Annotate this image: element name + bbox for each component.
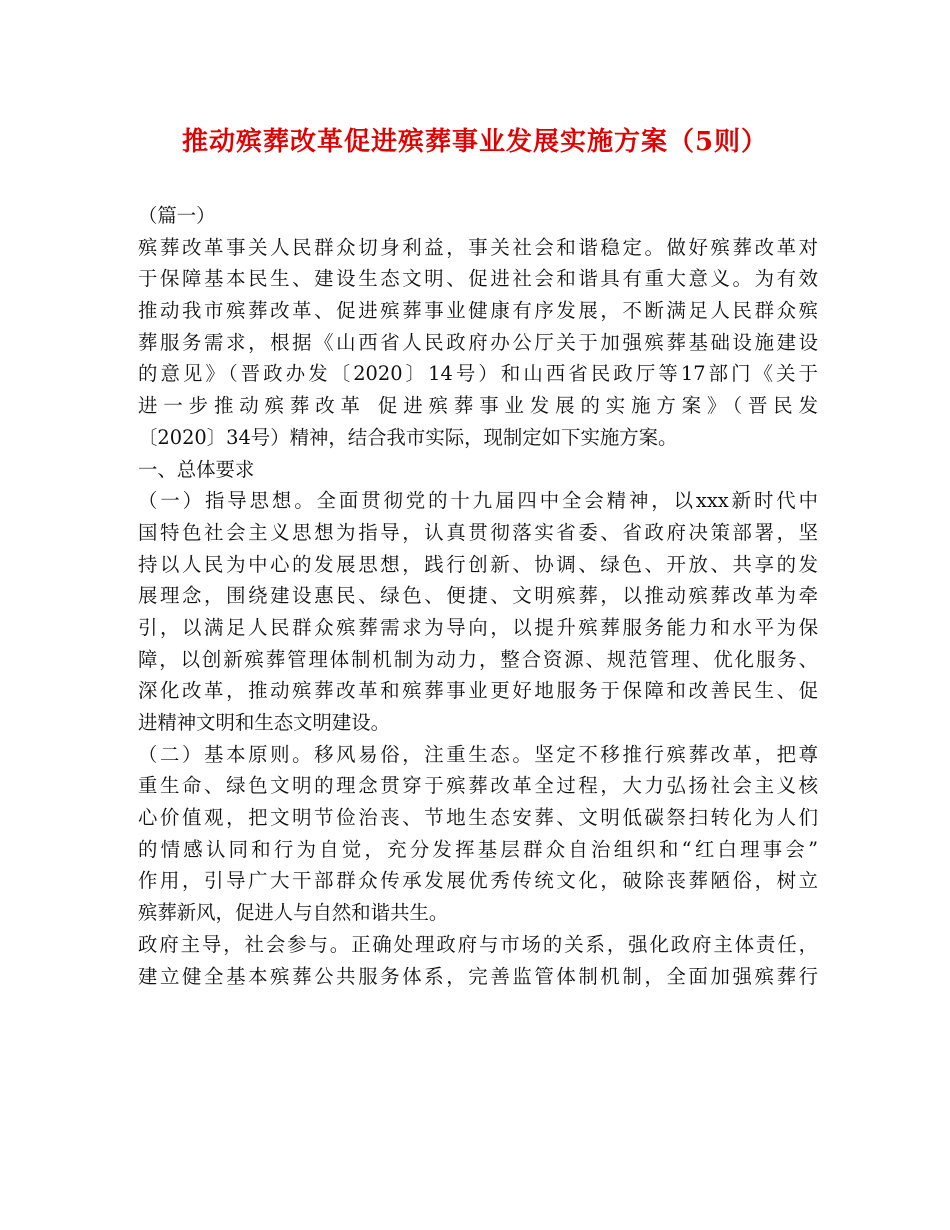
- paragraph-line: 重生命、绿色文明的理念贯穿于殡葬改革全过程，大力弘扬社会主义核: [138, 774, 818, 798]
- paragraph-line: 殡葬改革事关人民群众切身利益，事关社会和谐稳定。做好殡葬改革对: [138, 235, 818, 259]
- paragraph-line: 进精神文明和生态文明建设。: [138, 711, 391, 734]
- paragraph-line: 进一步推动殡葬改革 促进殡葬事业发展的实施方案》（晋民发: [138, 394, 818, 418]
- document-body: [138, 200, 818, 992]
- paragraph-line: 深化改革，推动殡葬改革和殡葬事业更好地服务于保障和改善民生、促: [138, 679, 818, 703]
- paragraph-line: （一）指导思想。全面贯彻党的十九届四中全会精神，以xxx新时代中: [138, 489, 818, 513]
- paragraph-line: 政府主导，社会参与。正确处理政府与市场的关系，强化政府主体责任，: [138, 932, 818, 956]
- paragraph-line: 障，以创新殡葬管理体制机制为动力，整合资源、规范管理、优化服务、: [138, 647, 818, 671]
- paragraph-line: 〔2020〕34号）精神，结合我市实际，现制定如下实施方案。: [138, 425, 678, 449]
- document-title: 推动殡葬改革促进殡葬事业发展实施方案（5则）: [181, 127, 769, 157]
- section-heading: 一、总体要求: [138, 457, 255, 481]
- paragraph-line: 作用，引导广大干部群众传承发展优秀传统文化，破除丧葬陋俗，树立: [138, 869, 818, 893]
- paragraph-line: 建立健全基本殡葬公共服务体系，完善监管体制机制，全面加强殡葬行: [138, 964, 818, 988]
- paragraph-line: 的情感认同和行为自觉，充分发挥基层群众自治组织和“红白理事会”: [138, 837, 818, 861]
- paragraph-line: 推动我市殡葬改革、促进殡葬事业健康有序发展，不断满足人民群众殡: [138, 299, 818, 323]
- paragraph-line: 殡葬新风，促进人与自然和谐共生。: [138, 901, 449, 925]
- paragraph-line: 引，以满足人民群众殡葬需求为导向，以提升殡葬服务能力和水平为保: [138, 615, 818, 639]
- paragraph-line: 展理念，围绕建设惠民、绿色、便捷、文明殡葬，以推动殡葬改革为牵: [138, 584, 818, 608]
- section-label: （篇一）: [138, 204, 216, 227]
- paragraph-line: 葬服务需求，根据《山西省人民政府办公厅关于加强殡葬基础设施建设: [138, 330, 818, 354]
- paragraph-line: （二）基本原则。移风易俗，注重生态。坚定不移推行殡葬改革，把尊: [138, 742, 818, 766]
- paragraph-line: 持以人民为中心的发展思想，践行创新、协调、绿色、开放、共享的发: [138, 552, 818, 576]
- paragraph-line: 于保障基本民生、建设生态文明、促进社会和谐具有重大意义。为有效: [138, 267, 818, 291]
- paragraph-line: 国特色社会主义思想为指导，认真贯彻落实省委、省政府决策部署，坚: [138, 520, 818, 544]
- paragraph-line: 心价值观，把文明节俭治丧、节地生态安葬、文明低碳祭扫转化为人们: [138, 806, 818, 830]
- paragraph-line: 的意见》（晋政办发〔2020〕14号）和山西省民政厅等17部门《关于: [138, 362, 818, 386]
